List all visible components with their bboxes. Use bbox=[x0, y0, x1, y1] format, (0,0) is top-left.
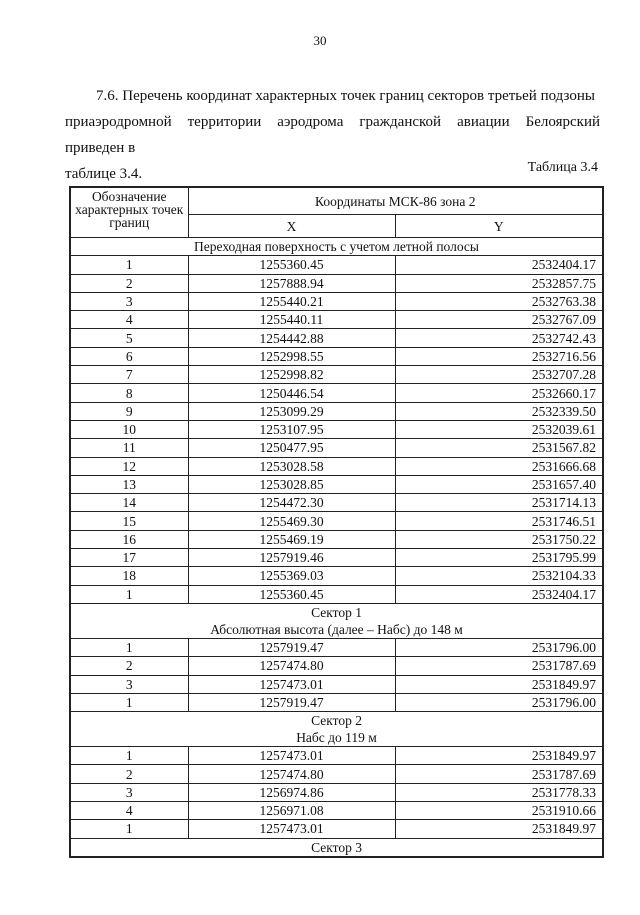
table-body bbox=[70, 238, 603, 857]
paragraph-line-1: 7.6. Перечень координат характерных точек границ секторов третьей подзоны bbox=[96, 88, 595, 104]
table-row bbox=[70, 747, 603, 765]
point-cell: 12 bbox=[70, 457, 188, 475]
x-cell: 1255469.19 bbox=[188, 530, 395, 548]
x-cell: 1257474.80 bbox=[188, 765, 395, 783]
x-cell: 1257473.01 bbox=[188, 747, 395, 765]
point-cell: 2 bbox=[70, 274, 188, 292]
table-row bbox=[70, 475, 603, 493]
section-title bbox=[70, 238, 603, 256]
y-cell: 2532039.61 bbox=[395, 420, 603, 438]
point-cell: 5 bbox=[70, 329, 188, 347]
point-cell: 13 bbox=[70, 475, 188, 493]
x-cell: 1253028.58 bbox=[188, 457, 395, 475]
table-row bbox=[70, 530, 603, 548]
section-title-line: Сектор 1 bbox=[311, 604, 362, 620]
point-cell: 1 bbox=[70, 585, 188, 603]
table-row bbox=[70, 638, 603, 656]
table-row bbox=[70, 693, 603, 711]
table-row bbox=[70, 512, 603, 530]
y-cell: 2531795.99 bbox=[395, 549, 603, 567]
y-cell: 2531849.97 bbox=[395, 675, 603, 693]
y-cell: 2532104.33 bbox=[395, 567, 603, 585]
x-cell: 1252998.82 bbox=[188, 366, 395, 384]
point-cell: 3 bbox=[70, 783, 188, 801]
y-cell: 2531849.97 bbox=[395, 747, 603, 765]
y-cell: 2531796.00 bbox=[395, 693, 603, 711]
section-row bbox=[70, 238, 603, 256]
table-row bbox=[70, 457, 603, 475]
section-title bbox=[70, 603, 603, 638]
x-cell: 1257919.47 bbox=[188, 638, 395, 656]
x-cell: 1250477.95 bbox=[188, 439, 395, 457]
point-cell: 8 bbox=[70, 384, 188, 402]
point-cell: 14 bbox=[70, 494, 188, 512]
table-row bbox=[70, 657, 603, 675]
section-title bbox=[70, 838, 603, 857]
x-cell: 1252998.55 bbox=[188, 347, 395, 365]
y-cell: 2531796.00 bbox=[395, 638, 603, 656]
section-title-line: Переходная поверхность с учетом летной полосы bbox=[194, 239, 479, 255]
section-title-line: Сектор 3 bbox=[311, 839, 362, 855]
x-cell: 1257919.46 bbox=[188, 549, 395, 567]
y-cell: 2532404.17 bbox=[395, 256, 603, 274]
y-cell: 2531787.69 bbox=[395, 657, 603, 675]
section-row bbox=[70, 603, 603, 638]
x-cell: 1257919.47 bbox=[188, 693, 395, 711]
header-coordinates: Координаты МСК-86 зона 2 bbox=[188, 187, 603, 215]
table-row bbox=[70, 549, 603, 567]
header-x: X bbox=[188, 215, 395, 238]
table-row bbox=[70, 311, 603, 329]
x-cell: 1257473.01 bbox=[188, 675, 395, 693]
point-cell: 3 bbox=[70, 675, 188, 693]
section-title-line: Набс до 119 м bbox=[296, 730, 377, 746]
x-cell: 1253099.29 bbox=[188, 402, 395, 420]
section-title bbox=[70, 712, 603, 747]
table-row bbox=[70, 384, 603, 402]
section-row bbox=[70, 712, 603, 747]
x-cell: 1255440.21 bbox=[188, 292, 395, 310]
point-cell: 1 bbox=[70, 693, 188, 711]
y-cell: 2532716.56 bbox=[395, 347, 603, 365]
table-row bbox=[70, 347, 603, 365]
x-cell: 1254472.30 bbox=[188, 494, 395, 512]
x-cell: 1255360.45 bbox=[188, 256, 395, 274]
table-row bbox=[70, 420, 603, 438]
point-cell: 10 bbox=[70, 420, 188, 438]
point-cell: 1 bbox=[70, 747, 188, 765]
table-row bbox=[70, 765, 603, 783]
x-cell: 1255440.11 bbox=[188, 311, 395, 329]
y-cell: 2532660.17 bbox=[395, 384, 603, 402]
table-row bbox=[70, 820, 603, 838]
header-point-designation: Обозначение характерных точек границ bbox=[70, 187, 188, 238]
table-row bbox=[70, 329, 603, 347]
point-cell: 15 bbox=[70, 512, 188, 530]
x-cell: 1257474.80 bbox=[188, 657, 395, 675]
x-cell: 1253107.95 bbox=[188, 420, 395, 438]
x-cell: 1255469.30 bbox=[188, 512, 395, 530]
point-cell: 9 bbox=[70, 402, 188, 420]
y-cell: 2532742.43 bbox=[395, 329, 603, 347]
table-row bbox=[70, 675, 603, 693]
table-row bbox=[70, 802, 603, 820]
table-row bbox=[70, 292, 603, 310]
y-cell: 2531750.22 bbox=[395, 530, 603, 548]
y-cell: 2531910.66 bbox=[395, 802, 603, 820]
point-cell: 7 bbox=[70, 366, 188, 384]
table-row bbox=[70, 402, 603, 420]
x-cell: 1255369.03 bbox=[188, 567, 395, 585]
section-row bbox=[70, 838, 603, 857]
x-cell: 1257473.01 bbox=[188, 820, 395, 838]
table-row bbox=[70, 494, 603, 512]
section-title-line: Абсолютная высота (далее – Набс) до 148 м bbox=[210, 621, 463, 637]
point-cell: 1 bbox=[70, 638, 188, 656]
point-cell: 2 bbox=[70, 765, 188, 783]
x-cell: 1257888.94 bbox=[188, 274, 395, 292]
x-cell: 1256974.86 bbox=[188, 783, 395, 801]
point-cell: 18 bbox=[70, 567, 188, 585]
point-cell: 1 bbox=[70, 820, 188, 838]
x-cell: 1255360.45 bbox=[188, 585, 395, 603]
table-row bbox=[70, 439, 603, 457]
point-cell: 6 bbox=[70, 347, 188, 365]
table-row bbox=[70, 366, 603, 384]
point-cell: 4 bbox=[70, 802, 188, 820]
y-cell: 2531746.51 bbox=[395, 512, 603, 530]
x-cell: 1256971.08 bbox=[188, 802, 395, 820]
header-y: Y bbox=[395, 215, 603, 238]
paragraph-line-3: таблице 3.4. bbox=[65, 166, 143, 182]
y-cell: 2532763.38 bbox=[395, 292, 603, 310]
table-row bbox=[70, 783, 603, 801]
coordinates-table bbox=[69, 186, 604, 858]
table-caption: Таблица 3.4 bbox=[527, 160, 598, 175]
table-row bbox=[70, 567, 603, 585]
y-cell: 2531567.82 bbox=[395, 439, 603, 457]
table-row bbox=[70, 274, 603, 292]
point-cell: 16 bbox=[70, 530, 188, 548]
point-cell: 2 bbox=[70, 657, 188, 675]
y-cell: 2531849.97 bbox=[395, 820, 603, 838]
paragraph-line-2: приаэродромной территории аэродрома гражданской авиации Белоярский приведен в bbox=[65, 114, 600, 156]
point-cell: 3 bbox=[70, 292, 188, 310]
y-cell: 2531714.13 bbox=[395, 494, 603, 512]
y-cell: 2531778.33 bbox=[395, 783, 603, 801]
point-cell: 11 bbox=[70, 439, 188, 457]
y-cell: 2532707.28 bbox=[395, 366, 603, 384]
y-cell: 2531657.40 bbox=[395, 475, 603, 493]
table-row bbox=[70, 256, 603, 274]
page-number: 30 bbox=[313, 33, 327, 48]
y-cell: 2531787.69 bbox=[395, 765, 603, 783]
y-cell: 2531666.68 bbox=[395, 457, 603, 475]
table-row bbox=[70, 585, 603, 603]
x-cell: 1253028.85 bbox=[188, 475, 395, 493]
x-cell: 1250446.54 bbox=[188, 384, 395, 402]
table-header-row bbox=[70, 187, 603, 215]
y-cell: 2532404.17 bbox=[395, 585, 603, 603]
intro-paragraph bbox=[65, 83, 600, 187]
point-cell: 1 bbox=[70, 256, 188, 274]
x-cell: 1254442.88 bbox=[188, 329, 395, 347]
y-cell: 2532767.09 bbox=[395, 311, 603, 329]
y-cell: 2532339.50 bbox=[395, 402, 603, 420]
y-cell: 2532857.75 bbox=[395, 274, 603, 292]
point-cell: 4 bbox=[70, 311, 188, 329]
point-cell: 17 bbox=[70, 549, 188, 567]
section-title-line: Сектор 2 bbox=[311, 713, 362, 729]
